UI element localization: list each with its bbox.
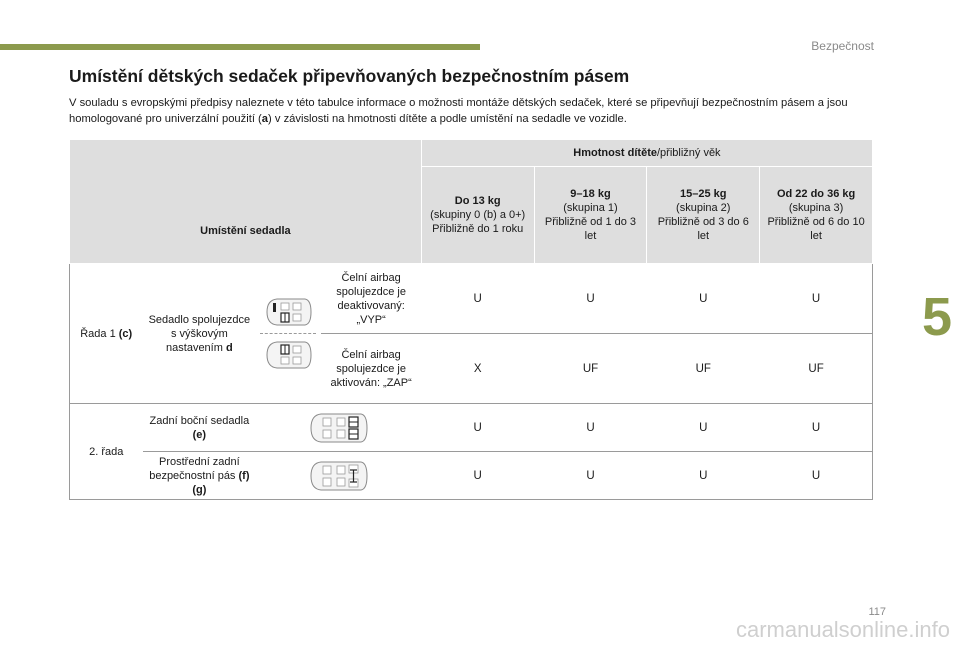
group-header-3: Od 22 do 36 kg (skupina 3) Přibližně od 6 do 10 let: [760, 167, 873, 264]
intro-paragraph: [69, 95, 879, 127]
row1-airbag-off: Čelní airbag spolujezdce je deaktivovaný: „VYP“: [321, 264, 421, 334]
row2-side-value-1: U: [534, 404, 647, 452]
row1-on-value-0: X: [421, 334, 534, 404]
section-label: Bezpečnost: [811, 39, 874, 53]
row1-seat-images: [256, 264, 321, 404]
watermark: carmanualsonline.info: [735, 617, 950, 642]
car-front-seat-icon-airbag: [261, 338, 315, 372]
row1-off-value-0: U: [421, 264, 534, 334]
row1-airbag-on: Čelní airbag spolujezdce je aktivován: „ZAP“: [321, 334, 421, 404]
row1-label: Řada 1 (c): [70, 264, 143, 404]
row2-side-label: Zadní boční sedadla (e): [143, 404, 256, 452]
row2-middle-value-3: U: [760, 452, 873, 500]
intro-text-2: ) v závislosti na hmotnosti dítěte a podle umístění na sedadle ve vozidle.: [268, 113, 627, 125]
page-number: 117: [868, 606, 886, 618]
top-accent-bar: [0, 44, 480, 50]
intro-text-1: V souladu s evropskými předpisy naleznete v této tabulce informace o možnosti montáže dětských sedaček, které se připevňují bezpečnostním pásem a jsou homologované pro univerzální použití (: [69, 97, 848, 125]
weight-header: Hmotnost dítěte/přibližný věk: [421, 140, 872, 167]
group-header-2: 15–25 kg (skupina 2) Přibližně od 3 do 6 let: [647, 167, 760, 264]
child-seat-table: [69, 139, 873, 500]
row2-side-value-3: U: [760, 404, 873, 452]
row1-on-value-2: UF: [647, 334, 760, 404]
row1-on-value-1: UF: [534, 334, 647, 404]
row1-off-value-3: U: [760, 264, 873, 334]
page-title: Umístění dětských sedaček připevňovaných bezpečnostním pásem: [69, 66, 630, 86]
row2-middle-value-1: U: [534, 452, 647, 500]
group-header-0: Do 13 kg (skupiny 0 (b) a 0+) Přibližně do 1 roku: [421, 167, 534, 264]
row1-off-value-1: U: [534, 264, 647, 334]
row1-off-value-2: U: [647, 264, 760, 334]
row2-side-image: [256, 404, 422, 452]
row2-middle-value-2: U: [647, 452, 760, 500]
intro-bold: a: [261, 113, 269, 125]
car-front-seat-icon: [261, 295, 315, 329]
car-rear-middle-seat-icon: [307, 458, 371, 494]
row1-seat-label: Sedadlo spolujezdce s výškovým nastavením d: [143, 264, 256, 404]
row2-side-value-2: U: [647, 404, 760, 452]
row2-middle-image: [256, 452, 422, 500]
row2-middle-label: Prostřední zadní bezpečnostní pás (f) (g): [143, 452, 256, 500]
seat-position-header: Umístění sedadla: [70, 140, 422, 264]
chapter-number: 5: [921, 287, 953, 347]
row2-middle-value-0: U: [421, 452, 534, 500]
row2-label: 2. řada: [70, 404, 143, 500]
group-header-1: 9–18 kg (skupina 1) Přibližně od 1 do 3 let: [534, 167, 647, 264]
car-rear-side-seats-icon: [307, 410, 371, 446]
row2-side-value-0: U: [421, 404, 534, 452]
row1-on-value-3: UF: [760, 334, 873, 404]
